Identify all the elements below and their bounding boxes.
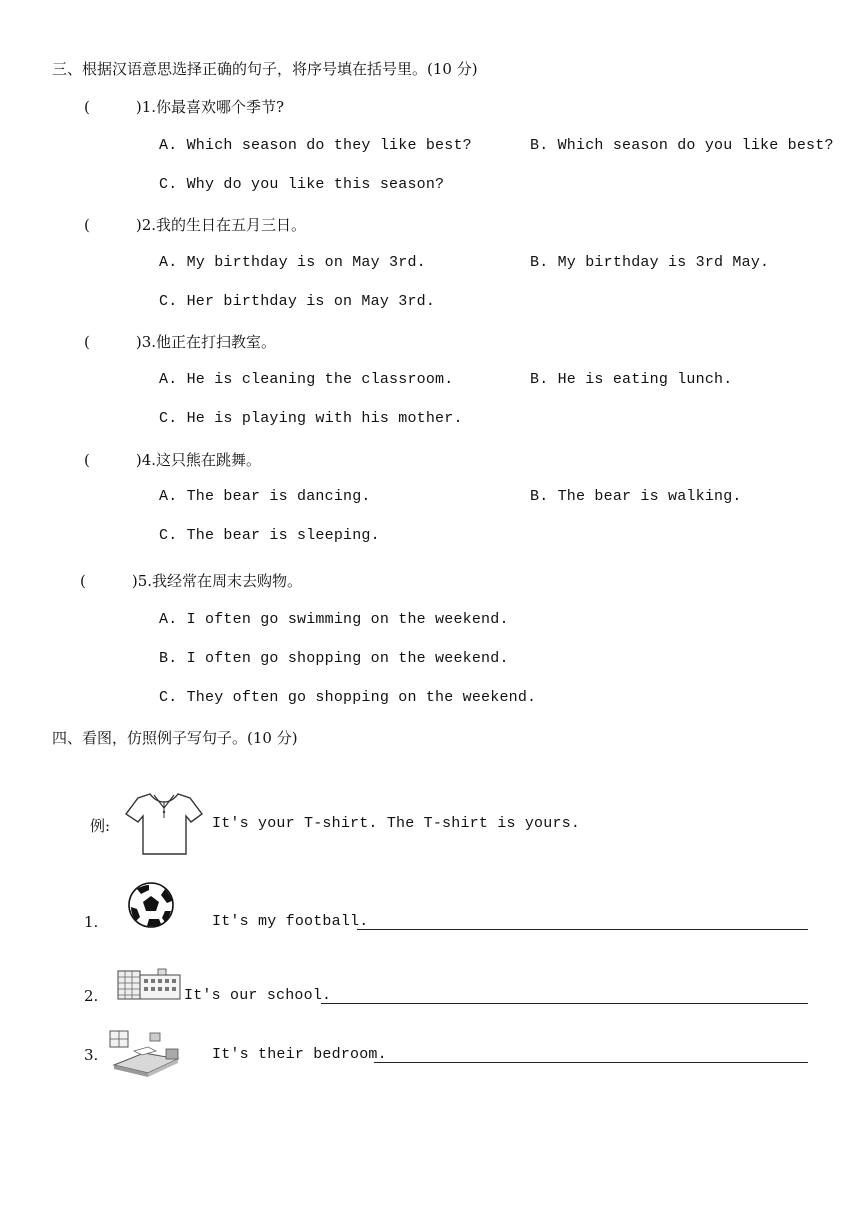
paren-close: ) xyxy=(135,216,142,234)
item-sentence: It's my football. xyxy=(212,913,369,930)
option-a: A. He is cleaning the classroom. xyxy=(159,371,454,388)
paren-close: ) xyxy=(135,333,142,351)
item-number: 2. xyxy=(84,987,99,1005)
paren-open: ( xyxy=(84,451,90,469)
answer-line-2[interactable] xyxy=(321,1003,808,1004)
option-c: C. The bear is sleeping. xyxy=(159,527,380,544)
section4-title: 四、看图，仿照例子写句子。(10 分) xyxy=(52,729,298,747)
paren-open: ( xyxy=(80,572,86,590)
option-b: B. He is eating lunch. xyxy=(530,371,733,388)
paren-close: ) xyxy=(135,451,142,469)
question-number: 2. xyxy=(141,216,157,234)
question-prompt: 我的生日在五月三日。 xyxy=(156,216,307,234)
tshirt-icon xyxy=(124,788,204,858)
item-sentence: It's our school. xyxy=(184,987,332,1004)
option-c: C. Her birthday is on May 3rd. xyxy=(159,293,436,310)
option-b: B. Which season do you like best? xyxy=(530,137,834,154)
football-icon xyxy=(127,881,175,929)
bedroom-icon xyxy=(104,1027,184,1079)
question-number: 5. xyxy=(137,572,153,590)
option-c: C. Why do you like this season? xyxy=(159,176,445,193)
item-number: 3. xyxy=(84,1046,99,1064)
paren-open: ( xyxy=(84,333,90,351)
paren-open: ( xyxy=(84,216,90,234)
question-prompt: 这只熊在跳舞。 xyxy=(156,451,262,469)
question-prompt: 你最喜欢哪个季节? xyxy=(156,98,285,116)
paren-close: ) xyxy=(131,572,138,590)
option-a: A. The bear is dancing. xyxy=(159,488,371,505)
question-number: 1. xyxy=(141,98,157,116)
option-c: C. He is playing with his mother. xyxy=(159,410,463,427)
example-label: 例: xyxy=(90,817,111,835)
option-a: A. My birthday is on May 3rd. xyxy=(159,254,426,271)
question-number: 4. xyxy=(141,451,157,469)
question-1 xyxy=(84,96,284,117)
option-a: A. I often go swimming on the weekend. xyxy=(159,611,509,628)
question-5 xyxy=(80,570,302,591)
section3-title: 三、根据汉语意思选择正确的句子，将序号填在括号里。(10 分) xyxy=(52,60,478,78)
option-a: A. Which season do they like best? xyxy=(159,137,472,154)
question-3 xyxy=(84,331,276,352)
question-number: 3. xyxy=(141,333,157,351)
option-b: B. I often go shopping on the weekend. xyxy=(159,650,509,667)
example-sentence: It's your T-shirt. The T-shirt is yours. xyxy=(212,815,581,832)
answer-line-1[interactable] xyxy=(357,929,808,930)
item-sentence: It's their bedroom. xyxy=(212,1046,387,1063)
item-number: 1. xyxy=(84,913,99,931)
paren-open: ( xyxy=(84,98,90,116)
question-prompt: 我经常在周末去购物。 xyxy=(152,572,303,590)
question-2 xyxy=(84,214,306,235)
answer-line-3[interactable] xyxy=(374,1062,808,1063)
question-prompt: 他正在打扫教室。 xyxy=(156,333,277,351)
option-b: B. The bear is walking. xyxy=(530,488,742,505)
question-4 xyxy=(84,449,261,470)
option-c: C. They often go shopping on the weekend. xyxy=(159,689,537,706)
school-icon xyxy=(114,963,184,1003)
option-b: B. My birthday is 3rd May. xyxy=(530,254,770,271)
paren-close: ) xyxy=(135,98,142,116)
